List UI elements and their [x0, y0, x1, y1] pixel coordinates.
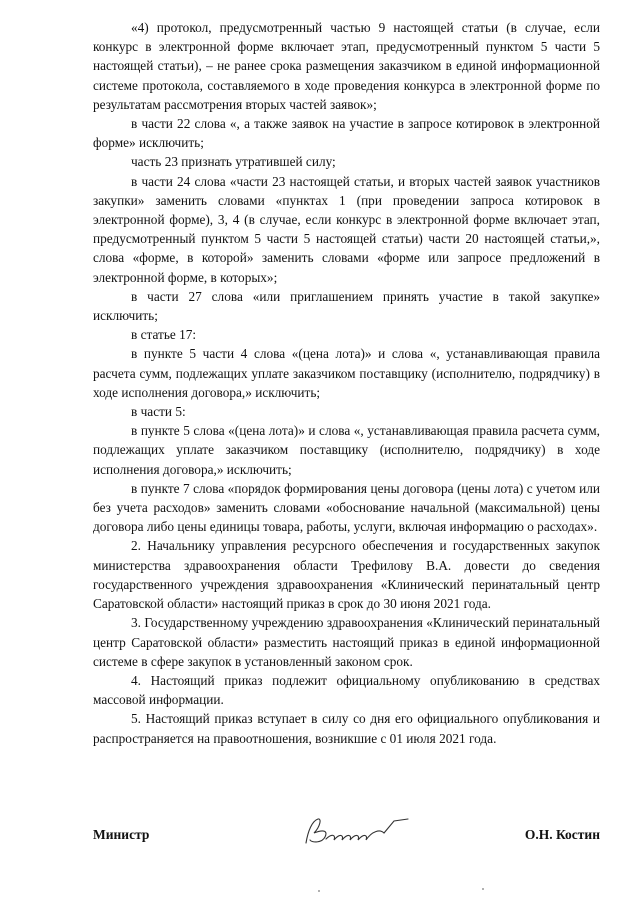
paragraph: в пункте 5 части 4 слова «(цена лота)» и слова «, устанавливающая правила расчета сумм, подлежащих уплате заказчиком поставщику (исполнителю, подрядчику) в ходе исполнения договора,» исключить; — [93, 346, 600, 400]
paragraph: в части 5: — [131, 404, 186, 420]
paragraph: в статье 17: — [131, 327, 197, 343]
paragraph: 2. Начальнику управления ресурсного обеспечения и государственных закупок министерства здравоохранения области Трефилову В.А. довести до сведения государственного учреждения здравоохранения «Клинический перинатальный центр Саратовской области» настоящий приказ в срок до 30 июня 2021 года. — [93, 538, 600, 612]
paragraph: «4) протокол, предусмотренный частью 9 настоящей статьи (в случае, если конкурс в электронной форме включает этап, предусмотренный пунктом 5 части 5 настоящей статьи), – не ранее срока размещения заказчиком в единой информационной системе протокола, составляемого в ходе проведения конкурса в электронной форме по результатам рассмотрения вторых частей заявок»; — [93, 20, 600, 112]
paragraph: в части 27 слова «или приглашением принять участие в такой закупке» исключить; — [93, 288, 600, 324]
signatory-title: Министр — [93, 827, 150, 842]
signature-block — [93, 813, 600, 853]
paragraph: 5. Настоящий приказ вступает в силу со дня его официального опубликования и распространяется на правоотношения, возникшие с 01 июля 2021 года. — [93, 711, 600, 746]
paragraph: в части 22 слова «, а также заявок на участие в запросе котировок в электронной форме» исключить; — [93, 116, 600, 151]
paragraph: в пункте 5 слова «(цена лота)» и слова «, устанавливающая правила расчета сумм, подлежащих уплате заказчиком поставщику (исполнителю, подрядчику) в ходе исполнения договора,» исключить; — [93, 423, 600, 477]
paragraph: 4. Настоящий приказ подлежит официальному опубликованию в средствах массовой информации. — [93, 672, 600, 708]
document-body — [93, 18, 600, 748]
paragraph: 3. Государственному учреждению здравоохранения «Клинический перинатальный центр Саратовской области» разместить настоящий приказ в единой информационной системе в сфере закупок в установленный законом срок. — [93, 615, 600, 669]
signatory-name: О.Н. Костин — [524, 827, 600, 842]
paragraph: в части 24 слова «части 23 настоящей статьи, и вторых частей заявок участников закупки» заменить словами «пунктах 1 (при проведении запроса котировок в электронной форме), 3, 4 (в случае, если конкурс в электронной форме включает этап, предусмотренный пунктом 5 части 5 настоящей статьи) части 20 настоящей статьи,», слова «форме, в которой» заменить словами «форме или запросе предложений в электронной форме, в которых»; — [93, 173, 600, 285]
scan-speck — [318, 890, 320, 892]
paragraph: часть 23 признать утратившей силу; — [131, 154, 336, 170]
paragraph: в пункте 7 слова «порядок формирования цены договора (цены лота) с учетом или без учета расходов» заменить словами «обоснование начальной (максимальной) цены договора либо цены единицы товара, работы, услуги, включая информацию о расходах». — [93, 480, 600, 535]
handwritten-signature — [298, 813, 413, 853]
scan-speck — [482, 888, 484, 890]
